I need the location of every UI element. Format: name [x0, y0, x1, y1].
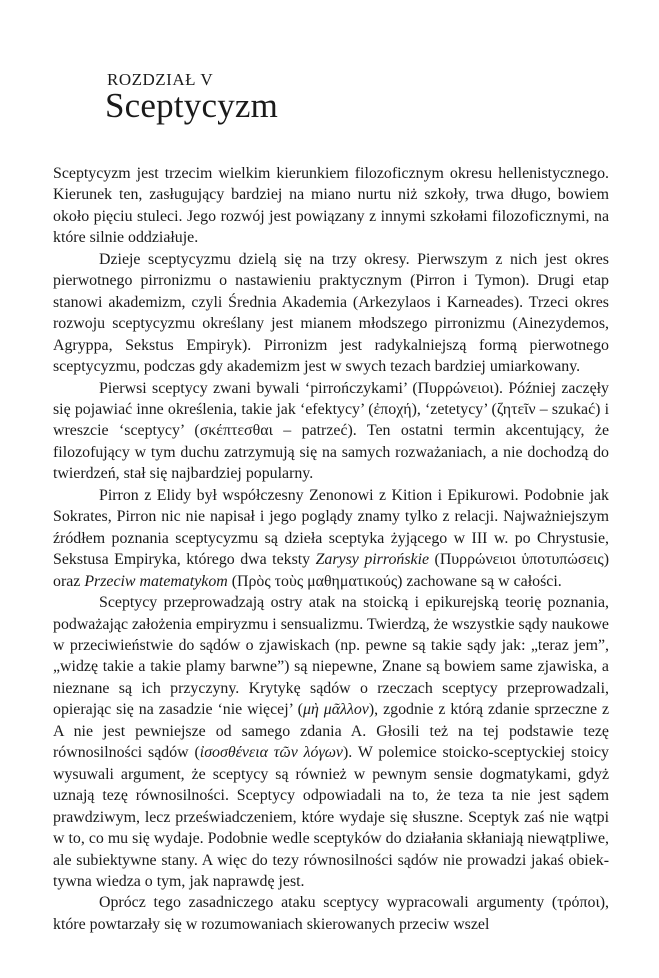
- paragraph: [53, 378, 609, 485]
- text-run: Oprócz tego zasadniczego ataku sceptycy wypracowali argumenty (: [99, 894, 558, 912]
- greek-term: σκέπτεσθαι: [199, 422, 273, 440]
- text-run: ). W polemice stoicko-sceptyckiej stoicy wysuwali argument, że sceptycy są również w pewnym sensie dogmatykami, gdyż uznają tezę równosilności. Sceptycy odpowiadali na to, że teza ta nie jest sądem prawdziwym, lecz przeświadczeniem, które wydaje się słuszne. Sceptyk zaś nie wątpi w to, co mu się wydaje. Podobnie wedle sceptyków do działania skłaniają niewątpliwe, ale subiektywne stany. A więc do tezy równosilności sądów nie prowadzi jakaś obiektywna wiedza o tym, jak naprawdę jest.: [53, 744, 609, 890]
- greek-term: ζητεῖν: [496, 400, 536, 418]
- paragraph: [53, 892, 609, 935]
- text-run: Sceptycyzm jest trzecim wielkim kierunkiem filozoficznym okresu hellenistycznego. Kierunek ten, zasługujący bardziej na miano nurtu niż szkoły, trwa długo, bowiem około pięciu stuleci. Jego rozwój jest powiązany z innymi szkołami filozoficznymi, na które silnie oddziałuje.: [53, 165, 609, 247]
- paragraph: [53, 592, 609, 892]
- italic-title: Zarysy pirrońskie: [315, 551, 430, 569]
- text-run: ), które powtarzały się w rozumowaniach skierowanych przeciw wszel: [53, 894, 609, 933]
- text-run: (: [227, 572, 238, 590]
- text-run: ) oraz: [53, 551, 609, 590]
- text-run: – szukać) i wreszcie ‘sceptycy’ (: [53, 400, 610, 440]
- text-run: ), zgodnie z którą zdanie sprzeczne z A nie jest pewniejsze od samego zdania A. Głosili też na tej podstawie tezę równosilności sądów (: [53, 701, 610, 762]
- paragraph: [53, 485, 609, 592]
- text-run: Pierwsi sceptycy zwani bywali ‘pirrończykami’ (: [99, 379, 418, 397]
- text-run: Dzieje sceptycyzmu dzielą się na trzy okresy. Pierwszym z nich jest okres pierwotnego pirronizmu o nastawieniu praktycznym (Pirron i Tymon). Drugi etap stanowi akademizm, czyli Średnia Akademia (Arkezylaos i Karneades). Trzeci okres rozwoju sceptycyzmu określany jest mianem młodszego pirronizmu (Ainezydemos, Agryppa, Sekstus Empiryk). Pirronizm jest radykalniejszą formą pierwotnego sceptycyzmu, podczas gdy akademizm jest w swych tezach bardziej umiarkowany.: [53, 250, 609, 376]
- chapter-title: Sceptycyzm: [105, 86, 279, 125]
- text-run: – patrzeć). Ten ostatni termin akcentujący, że filozofujący w tym duchu zatrzymują się na samych rozważaniach, a nie dochodzą do twierdzeń, stał się najbardziej popularny.: [53, 422, 609, 483]
- chapter-label: ROZDZIAŁ V: [107, 70, 214, 89]
- paragraph: [53, 163, 609, 249]
- text-run: Sceptycy przeprowadzają ostry atak na stoicką i epikurejską teorię poznania, podważając założenia empiryzmu i sensualizmu. Twierdzą, że wszystkie sądy naukowe w przeciwieństwie do sądów o zjawiskach (np. pewne są takie sądy jak: „teraz jem”, „widzę takie a takie plamy barwne”) są niepewne, Znane są bowiem same zjawiska, a nieznane są ich przyczyny. Krytykę sądów o rzeczach sceptycy przeprowadzali, opierając się na zasadzie ‘nie więcej’ (: [53, 594, 609, 719]
- text-run: (: [429, 551, 440, 569]
- greek-term: τρόποι: [557, 894, 600, 912]
- greek-term: Πρὸς τοὺς μαθηματικούς: [237, 572, 398, 590]
- greek-term: μὴ μᾶλλον: [302, 701, 369, 719]
- paragraph: [53, 249, 609, 378]
- greek-term: ἐποχή: [373, 400, 412, 418]
- text-run: ) zachowane są w całości.: [397, 572, 562, 590]
- text-run: Pirron z Elidy był współczesny Zenonowi z Kition i Epikurowi. Podobnie jak Sokrates, Pirron nic nie napisał i jego poglądy znamy tylko z relacji. Najważniejszym źródłem poznania sceptycyzmu są dzieła sceptyka żyjącego w III w. po Chrystusie, Sekstusa Empiryka, którego dwa teksty: [53, 486, 609, 569]
- text-run: ). Później zaczęły się pojawiać inne określenia, takie jak ‘efektycy’ (: [53, 379, 609, 418]
- text-run: ), ‘zetetycy’ (: [411, 400, 497, 418]
- greek-term: ἰσοσθένεια τῶν λόγων: [199, 744, 343, 762]
- italic-title: Przeciw matematykom: [84, 572, 228, 590]
- greek-term: Πυρρώνειοι ὑποτυπώσεις: [439, 551, 604, 569]
- greek-term: Πυρρώνειοι: [417, 379, 494, 397]
- chapter-body: [53, 163, 609, 935]
